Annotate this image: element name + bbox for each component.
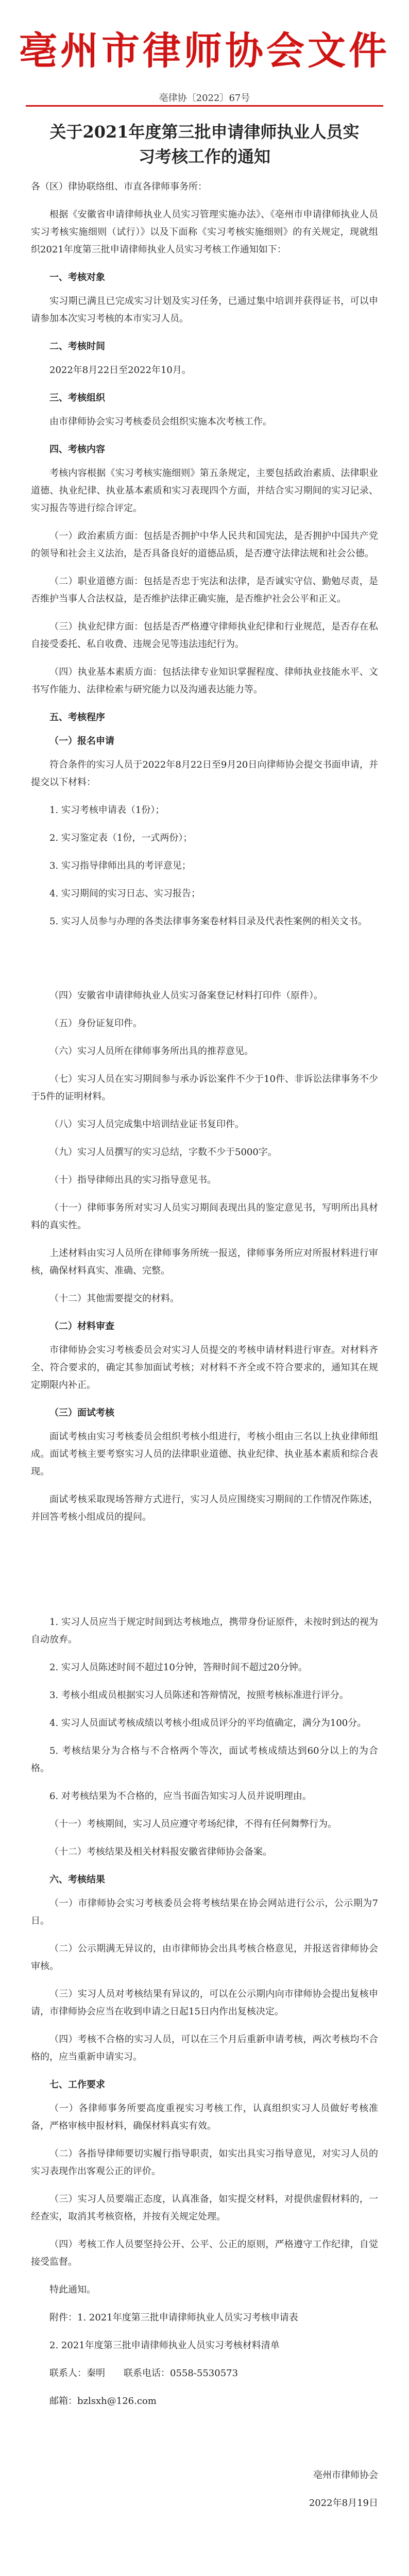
body-paragraph: （九）实习人员撰写的实习总结，字数不少于5000字。 xyxy=(49,1147,277,1158)
body-paragraph: 3. 考核小组成员根据实习人员陈述和答辩情况，按照考核标准进行评分。 xyxy=(49,1690,349,1701)
red-divider xyxy=(26,105,383,107)
body-paragraph: 邮箱：bzlsxh@126.com xyxy=(49,2396,157,2406)
body-paragraph: 市律师协会实习考核委员会对实习人员提交的考核申请材料进行审查。对材料齐全、符合要求的，确定其参加面试考核；对材料不齐全或不符合要求的，通知其在规定期限内补正。 xyxy=(31,1345,378,1391)
body-paragraph: （三）实习人员要端正态度，认真准备，如实提交材料，对提供虚假材料的，一经查实，取消其考核资格，并按有关规定处理。 xyxy=(31,2194,378,2222)
body-paragraph: （二）职业道德方面：包括是否忠于宪法和法律，是否诚实守信、勤勉尽责，是否维护当事人合法权益，是否维护法律正确实施，是否维护社会公平和正义。 xyxy=(31,576,378,604)
document-title: 关于2021年度第三批申请律师执业人员实习考核工作的通知 xyxy=(49,122,360,166)
body-paragraph: 面试考核由实习考核委员会组织考核小组进行，考核小组由三名以上执业律师组成。面试考核主要考察实习人员的法律职业道德、执业纪律、执业基本素质和综合表现。 xyxy=(31,1431,378,1477)
body-paragraph: 特此通知。 xyxy=(49,2284,96,2295)
body-paragraph: 5. 考核结果分为合格与不合格两个等次，面试考核成绩达到60分以上的为合格。 xyxy=(31,1745,378,1774)
body-paragraph: （十二）考核结果及相关材料报安徽省律师协会备案。 xyxy=(49,1846,272,1857)
body-paragraph: 2. 实习鉴定表（1份，一式两份）； xyxy=(49,833,193,843)
body-paragraph: （十二）其他需要提交的材料。 xyxy=(49,1293,179,1304)
body-paragraph: （二）各指导律师要切实履行指导职责，如实出具实习指导意见，对实习人员的实习表现作出客观公正的评价。 xyxy=(31,2148,378,2177)
body-paragraph: （十一）律师事务所对实习人员实习期间表现出具的鉴定意见书，写明所出具材料的真实性。 xyxy=(31,1202,378,1231)
section-heading: 四、考核内容 xyxy=(49,444,105,455)
body-paragraph: 2. 实习人员陈述时间不超过10分钟，答辩时间不超过20分钟。 xyxy=(49,1662,308,1673)
body-paragraph: （十）指导律师出具的实习指导意见书。 xyxy=(49,1175,216,1185)
body-paragraph: 根据《安徽省申请律师执业人员实习管理实施办法》、《亳州市申请律师执业人员实习考核实施细则（试行）》以及下面称《实习考核实施细则》的有关规定，现就组织2021年度第三批申请律师执业人员实习考核工作通知如下： xyxy=(31,209,378,255)
body-paragraph: （四）安徽省申请律师执业人员实习备案登记材料打印件（原件）。 xyxy=(49,990,323,1001)
body-paragraph: （六）实习人员所在律师事务所出具的推荐意见。 xyxy=(49,1046,253,1057)
body-paragraph: 实习期已满且已完成实习计划及实习任务，已通过集中培训并获得证书，可以申请参加本次实习考核的本市实习人员。 xyxy=(31,296,378,324)
section-heading: 三、考核组织 xyxy=(49,393,105,403)
section-heading: 一、考核对象 xyxy=(49,272,105,283)
body-paragraph: 上述材料由实习人员所在律师事务所统一报送，律师事务所应对所报材料进行审核，确保材料真实、准确、完整。 xyxy=(31,1248,378,1276)
body-paragraph: 4. 实习人员面试考核成绩以考核小组成员评分的平均值确定，满分为100分。 xyxy=(49,1718,367,1728)
body-paragraph: 符合条件的实习人员于2022年8月22日至9月20日向律师协会提交书面申请，并提交以下材料： xyxy=(31,759,378,788)
section-heading: （三）面试考核 xyxy=(49,1408,114,1418)
body-paragraph: 面试考核采取现场答辩方式进行，实习人员应围绕实习期间的工作情况作陈述，并回答考核小组成员的提问。 xyxy=(31,1494,378,1522)
body-paragraph: （一）市律师协会实习考核委员会将考核结果在协会网站进行公示，公示期为7日。 xyxy=(31,1898,378,1926)
body-paragraph: （八）实习人员完成集中培训结业证书复印件。 xyxy=(49,1119,244,1130)
body-paragraph: 5. 实习人员参与办理的各类法律事务案卷材料目录及代表性案例的相关文书。 xyxy=(49,916,367,927)
body-paragraph: 附件：1. 2021年度第三批申请律师执业人员实习考核申请表 xyxy=(49,2312,298,2323)
body-paragraph: 2. 2021年度第三批申请律师执业人员实习考核材料清单 xyxy=(49,2340,280,2351)
document-body xyxy=(31,178,378,2522)
body-paragraph: （一）各律师事务所要高度重视实习考核工作，认真组织实习人员做好考核准备，严格审核申报材料，确保材料真实有效。 xyxy=(31,2103,378,2131)
body-paragraph: （十一）考核期间，实习人员应遵守考场纪律，不得有任何舞弊行为。 xyxy=(49,1819,337,1829)
body-paragraph: 1. 实习考核申请表（1份）； xyxy=(49,805,165,816)
body-paragraph: 1. 实习人员应当于规定时间到达考核地点，携带身份证原件，未按时到达的视为自动放弃。 xyxy=(31,1617,378,1645)
body-paragraph: 3. 实习指导律师出具的考评意见； xyxy=(49,860,191,871)
body-paragraph: 由市律师协会实习考核委员会组织实施本次考核工作。 xyxy=(49,416,272,427)
section-heading: 七、工作要求 xyxy=(49,2079,105,2090)
body-paragraph: （七）实习人员在实习期间参与承办诉讼案件不少于10件、非诉讼法律事务不少于5件的证明材料。 xyxy=(31,1074,378,1102)
body-paragraph: 联系人：秦明 联系电话：0558-5530573 xyxy=(49,2368,238,2379)
body-paragraph: （三）实习人员对考核结果有异议的，可以在公示期内向市律师协会提出复核申请，市律师协会应当在收到申请之日起15日内作出复核决定。 xyxy=(31,1989,378,2017)
body-paragraph: 4. 实习期间的实习日志、实习报告； xyxy=(49,888,200,899)
body-paragraph: （四）考核不合格的实习人员，可以在三个月后重新申请考核，两次考核均不合格的，应当重新申请实习。 xyxy=(31,2034,378,2062)
body-paragraph: （四）执业基本素质方面：包括法律专业知识掌握程度、律师执业技能水平、文书写作能力、法律检索与研究能力以及沟通表达能力等。 xyxy=(31,667,378,695)
body-paragraph: 6. 对考核结果为不合格的，应当书面告知实习人员并说明理由。 xyxy=(49,1791,312,1802)
body-paragraph: （三）执业纪律方面：包括是否严格遵守律师执业纪律和行业规范，是否存在私自接受委托、私自收费、违规会见等违法违纪行为。 xyxy=(31,621,378,650)
document-number: 亳律协〔2022〕67号 xyxy=(159,93,250,104)
section-heading: 六、考核结果 xyxy=(49,1874,105,1885)
body-paragraph: （二）公示期满无异议的，由市律师协会出具考核合格意见，并报送省律师协会审核。 xyxy=(31,1943,378,1972)
masthead: 亳州市律师协会文件 xyxy=(19,29,390,73)
section-heading: （一）报名申请 xyxy=(49,736,114,747)
signature-date: 2022年8月19日 xyxy=(309,2498,378,2509)
body-paragraph: （四）考核工作人员要坚持公开、公平、公正的原则，严格遵守工作纪律，自觉接受监督。 xyxy=(31,2239,378,2267)
body-paragraph: 考核内容根据《实习考核实施细则》第五条规定，主要包括政治素质、法律职业道德、执业纪律、执业基本素质和实习表现四个方面，并结合实习期间的实习记录、实习报告等进行综合评定。 xyxy=(31,468,378,514)
body-paragraph: （一）政治素质方面：包括是否拥护中华人民共和国宪法，是否拥护中国共产党的领导和社会主义法治，是否具备良好的道德品质，是否遵守法律法规和社会公德。 xyxy=(31,531,378,559)
body-paragraph: 2022年8月22日至2022年10月。 xyxy=(49,365,191,376)
section-heading: 二、考核时间 xyxy=(49,341,105,352)
section-heading: （二）材料审查 xyxy=(49,1321,114,1332)
body-paragraph: （五）身份证复印件。 xyxy=(49,1018,142,1029)
section-heading: 五、考核程序 xyxy=(49,712,105,723)
signature-org: 亳州市律师协会 xyxy=(313,2470,378,2481)
body-paragraph: 各（区）律协联络组、市直各律师事务所： xyxy=(31,181,207,192)
